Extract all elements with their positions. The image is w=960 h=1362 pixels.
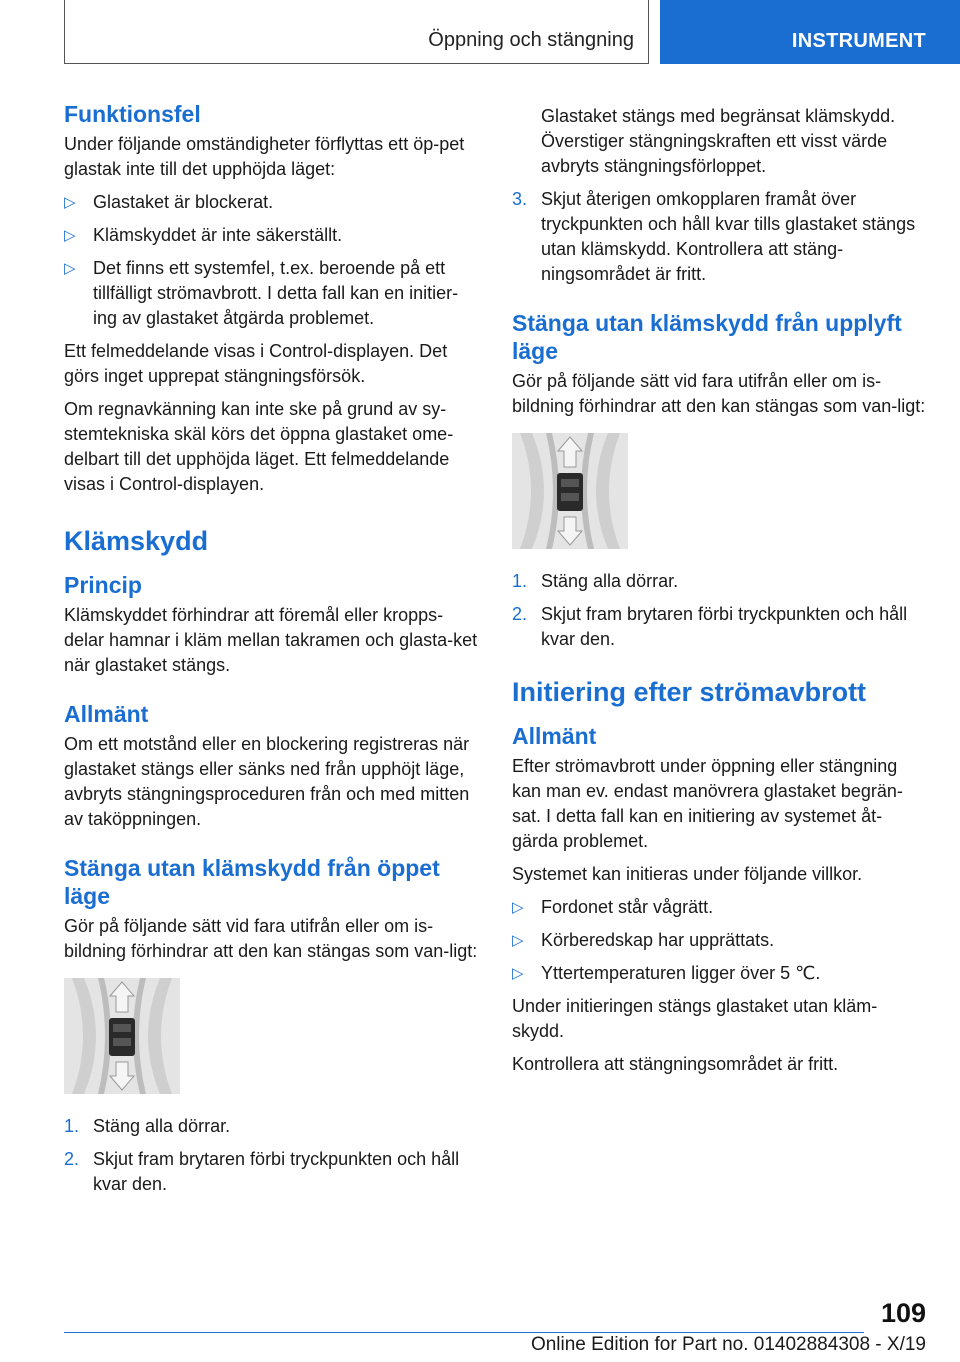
heading-initiering: Initiering efter strömavbrott xyxy=(512,677,867,707)
footer-divider xyxy=(64,1332,864,1333)
triangle-bullet-icon: ▷ xyxy=(512,932,524,949)
paragraph: Om ett motstånd eller en blockering registreras när glastaket stängs eller sänks ned från upphöjt läge, avbryts stängningsproceduren från och med mitten av taköppningen. xyxy=(64,734,470,829)
paragraph: Efter strömavbrott under öppning eller stängning kan man ev. endast manövrera glastaket begrän-sat. I detta fall kan en initiering av systemet åt-gärda problemet. xyxy=(512,756,903,851)
steps-list xyxy=(512,187,926,287)
bullet-list xyxy=(512,895,926,986)
list-item: ▷ Glastaket är blockerat. xyxy=(64,190,480,215)
heading-princip: Princip xyxy=(64,572,142,598)
paragraph: Systemet kan initieras under följande villkor. xyxy=(512,864,863,884)
triangle-bullet-icon: ▷ xyxy=(512,899,524,916)
paragraph: Under följande omständigheter förflyttas ett öp-pet glastak inte till det upphöjda läget: xyxy=(64,134,465,179)
left-column xyxy=(64,100,480,1205)
heading-klamskydd: Klämskydd xyxy=(64,526,209,556)
page-header xyxy=(0,0,960,66)
page-number: 109 xyxy=(880,1298,926,1328)
paragraph: Om regnavkänning kan inte ske på grund av sy-stemtekniska skäl körs det öppna glastaket ome-delbart till det upphöjda läget. Ett felmeddelande visas i Control-displayen. xyxy=(64,399,454,494)
steps-list xyxy=(512,569,926,652)
list-item: ▷ Yttertemperaturen ligger över 5 ℃. xyxy=(512,961,926,986)
heading-allmant: Allmänt xyxy=(64,701,149,727)
paragraph: Kontrollera att stängningsområdet är fritt. xyxy=(512,1054,839,1074)
paragraph: Under initieringen stängs glastaket utan kläm-skydd. xyxy=(512,996,878,1041)
heading-stanga-oppet: Stänga utan klämskydd från öppet läge xyxy=(64,855,440,909)
triangle-bullet-icon: ▷ xyxy=(64,260,76,277)
roof-switch-icon xyxy=(64,978,180,1094)
edition-text: Online Edition for Part no. 01402884308 - X/19 xyxy=(530,1334,926,1355)
list-item: 1. Stäng alla dörrar. xyxy=(512,571,679,591)
heading-allmant: Allmänt xyxy=(512,723,597,749)
triangle-bullet-icon: ▷ xyxy=(512,965,524,982)
bullet-list xyxy=(64,190,480,331)
paragraph: Ett felmeddelande visas i Control-displayen. Det görs inget upprepat stängningsförsök. xyxy=(64,341,448,386)
step-continuation: Glastaket stängs med begränsat klämskydd. Överstiger stängningskraften ett visst värde avbryts stängningsförloppet. xyxy=(541,106,896,176)
right-column xyxy=(512,104,926,1085)
chapter-tab[interactable]: INSTRUMENT xyxy=(660,0,960,64)
roof-switch-icon xyxy=(512,433,628,549)
list-item: 1. Stäng alla dörrar. xyxy=(64,1116,231,1136)
paragraph: Gör på följande sätt vid fara utifrån eller om is-bildning förhindrar att den kan stängas som van-ligt: xyxy=(64,916,478,961)
triangle-bullet-icon: ▷ xyxy=(64,194,76,211)
list-item: ▷ Klämskyddet är inte säkerställt. xyxy=(64,223,480,248)
list-item: 2. Skjut fram brytaren förbi tryckpunkten och håll kvar den. xyxy=(64,1149,460,1194)
paragraph: Klämskyddet förhindrar att föremål eller kropps-delar hamnar i kläm mellan takramen och glasta-ket när glastaket stängs. xyxy=(64,605,478,675)
list-item: ▷ Det finns ett systemfel, t.ex. beroende på ett tillfälligt strömavbrott. I detta fall kan en initier-ing av glastaket åtgärda problemet. xyxy=(64,258,459,328)
list-item: 3. Skjut återigen omkopplaren framåt över tryckpunkten och håll kvar tills glastaket stängs utan klämskydd. Kontrollera att stäng-ningsområdet är fritt. xyxy=(512,189,916,284)
list-item: 2. Skjut fram brytaren förbi tryckpunkten och håll kvar den. xyxy=(512,604,908,649)
paragraph: Gör på följande sätt vid fara utifrån eller om is-bildning förhindrar att den kan stängas som van-ligt: xyxy=(512,371,926,416)
heading-stanga-upplyft: Stänga utan klämskydd från upplyft läge xyxy=(512,310,902,364)
section-title: Öppning och stängning xyxy=(64,0,649,64)
steps-list xyxy=(64,1114,480,1197)
list-item: ▷ Körberedskap har upprättats. xyxy=(512,928,926,953)
heading-funktionsfel: Funktionsfel xyxy=(64,101,201,127)
list-item: ▷ Fordonet står vågrätt. xyxy=(512,895,926,920)
triangle-bullet-icon: ▷ xyxy=(64,227,76,244)
